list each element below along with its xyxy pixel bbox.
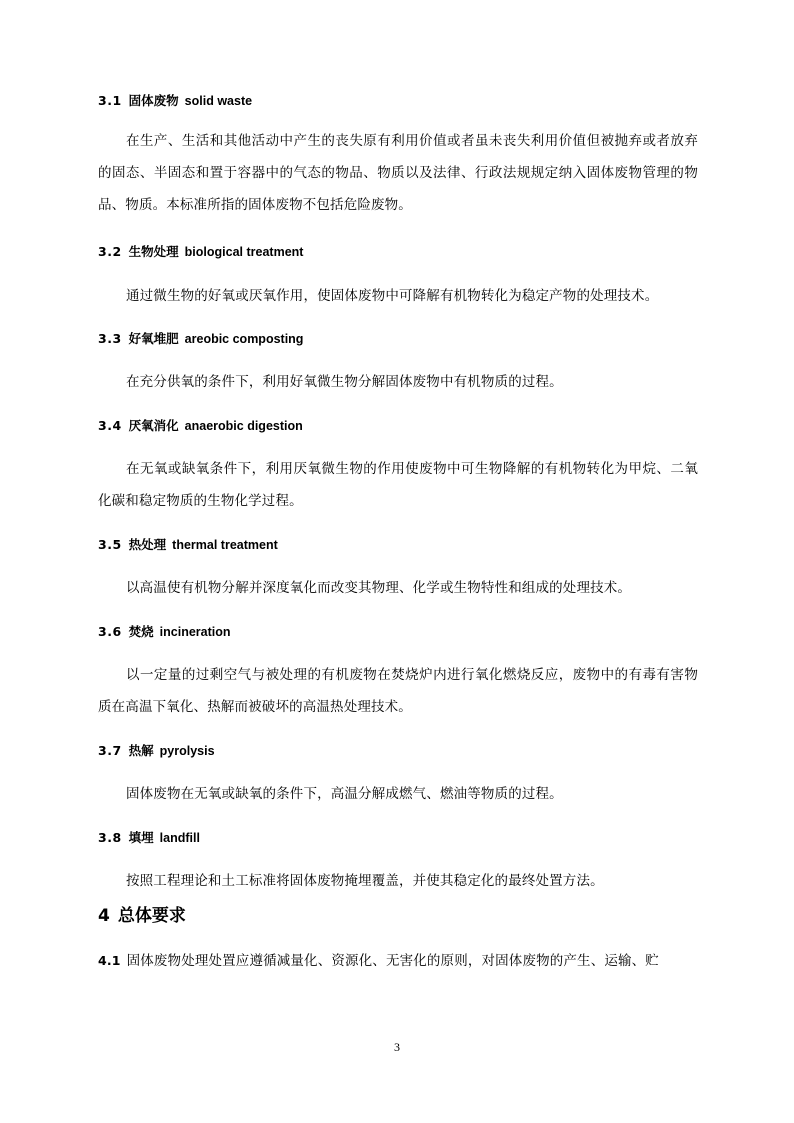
term-chinese: 热解 [128, 743, 154, 758]
section-3-5-definition: 以高温使有机物分解并深度氧化而改变其物理、化学或生物特性和组成的处理技术。 [126, 580, 632, 596]
page-number: 3 [394, 1040, 400, 1054]
section-number: 3.2 [98, 244, 122, 259]
section-3-8-definition: 按照工程理论和土工标准将固体废物掩埋覆盖，并使其稳定化的最终处置方法。 [126, 873, 604, 889]
term-english: pyrolysis [159, 744, 215, 758]
section-number: 3.7 [98, 743, 122, 758]
term-chinese: 好氧堆肥 [128, 331, 179, 346]
term-chinese: 焚烧 [128, 624, 154, 639]
term-chinese: 热处理 [128, 537, 167, 552]
section-3-7-definition: 固体废物在无氧或缺氧的条件下，高温分解成燃气、燃油等物质的过程。 [126, 786, 563, 802]
section-3-4-definition: 在无氧或缺氧条件下，利用厌氧微生物的作用使废物中可生物降解的有机物转化为甲烷、二氧化碳和稳定物质的生物化学过程。 [98, 461, 698, 509]
section-number: 3.8 [98, 830, 122, 845]
section-3-8-heading [98, 830, 200, 846]
term-chinese: 生物处理 [128, 244, 179, 259]
term-english: solid waste [184, 94, 253, 108]
section-3-3-heading [98, 331, 303, 347]
term-english: incineration [159, 625, 231, 639]
section-3-3-definition: 在充分供氧的条件下，利用好氧微生物分解固体废物中有机物质的过程。 [126, 374, 563, 390]
clause-number: 4.1 [98, 953, 121, 968]
section-3-2-heading [98, 244, 303, 260]
clause-text: 固体废物处理处置应遵循减量化、资源化、无害化的原则，对固体废物的产生、运输、贮 [126, 953, 659, 969]
section-number: 3.6 [98, 624, 122, 639]
term-english: anaerobic digestion [184, 419, 303, 433]
chapter-4-heading [98, 904, 186, 928]
section-number: 3.3 [98, 331, 122, 346]
section-3-1-heading [98, 93, 252, 109]
clause-4-1 [98, 945, 702, 977]
term-english: landfill [159, 831, 200, 845]
term-english: thermal treatment [172, 538, 278, 552]
section-3-6-heading [98, 624, 231, 640]
section-3-1-definition: 在生产、生活和其他活动中产生的丧失原有利用价值或者虽未丧失利用价值但被抛弃或者放弃的固态、半固态和置于容器中的气态的物品、物质以及法律、行政法规规定纳入固体废物管理的物品、物质。本标准所指的固体废物不包括危险废物。 [98, 133, 698, 213]
section-3-2-definition: 通过微生物的好氧或厌氧作用，使固体废物中可降解有机物转化为稳定产物的处理技术。 [126, 288, 659, 304]
section-number: 3.1 [98, 93, 122, 108]
term-chinese: 固体废物 [128, 93, 179, 108]
chapter-number: 4 [98, 906, 110, 926]
term-chinese: 厌氧消化 [128, 418, 179, 433]
term-english: biological treatment [184, 245, 304, 259]
chapter-title: 总体要求 [117, 906, 186, 926]
section-3-4-heading [98, 418, 303, 434]
section-3-7-heading [98, 743, 215, 759]
section-number: 3.4 [98, 418, 122, 433]
section-3-6-definition: 以一定量的过剩空气与被处理的有机废物在焚烧炉内进行氧化燃烧反应，废物中的有毒有害物质在高温下氧化、热解而被破坏的高温热处理技术。 [98, 667, 698, 715]
section-number: 3.5 [98, 537, 122, 552]
term-english: areobic composting [184, 332, 304, 346]
term-chinese: 填埋 [128, 830, 154, 845]
section-3-5-heading [98, 537, 278, 553]
